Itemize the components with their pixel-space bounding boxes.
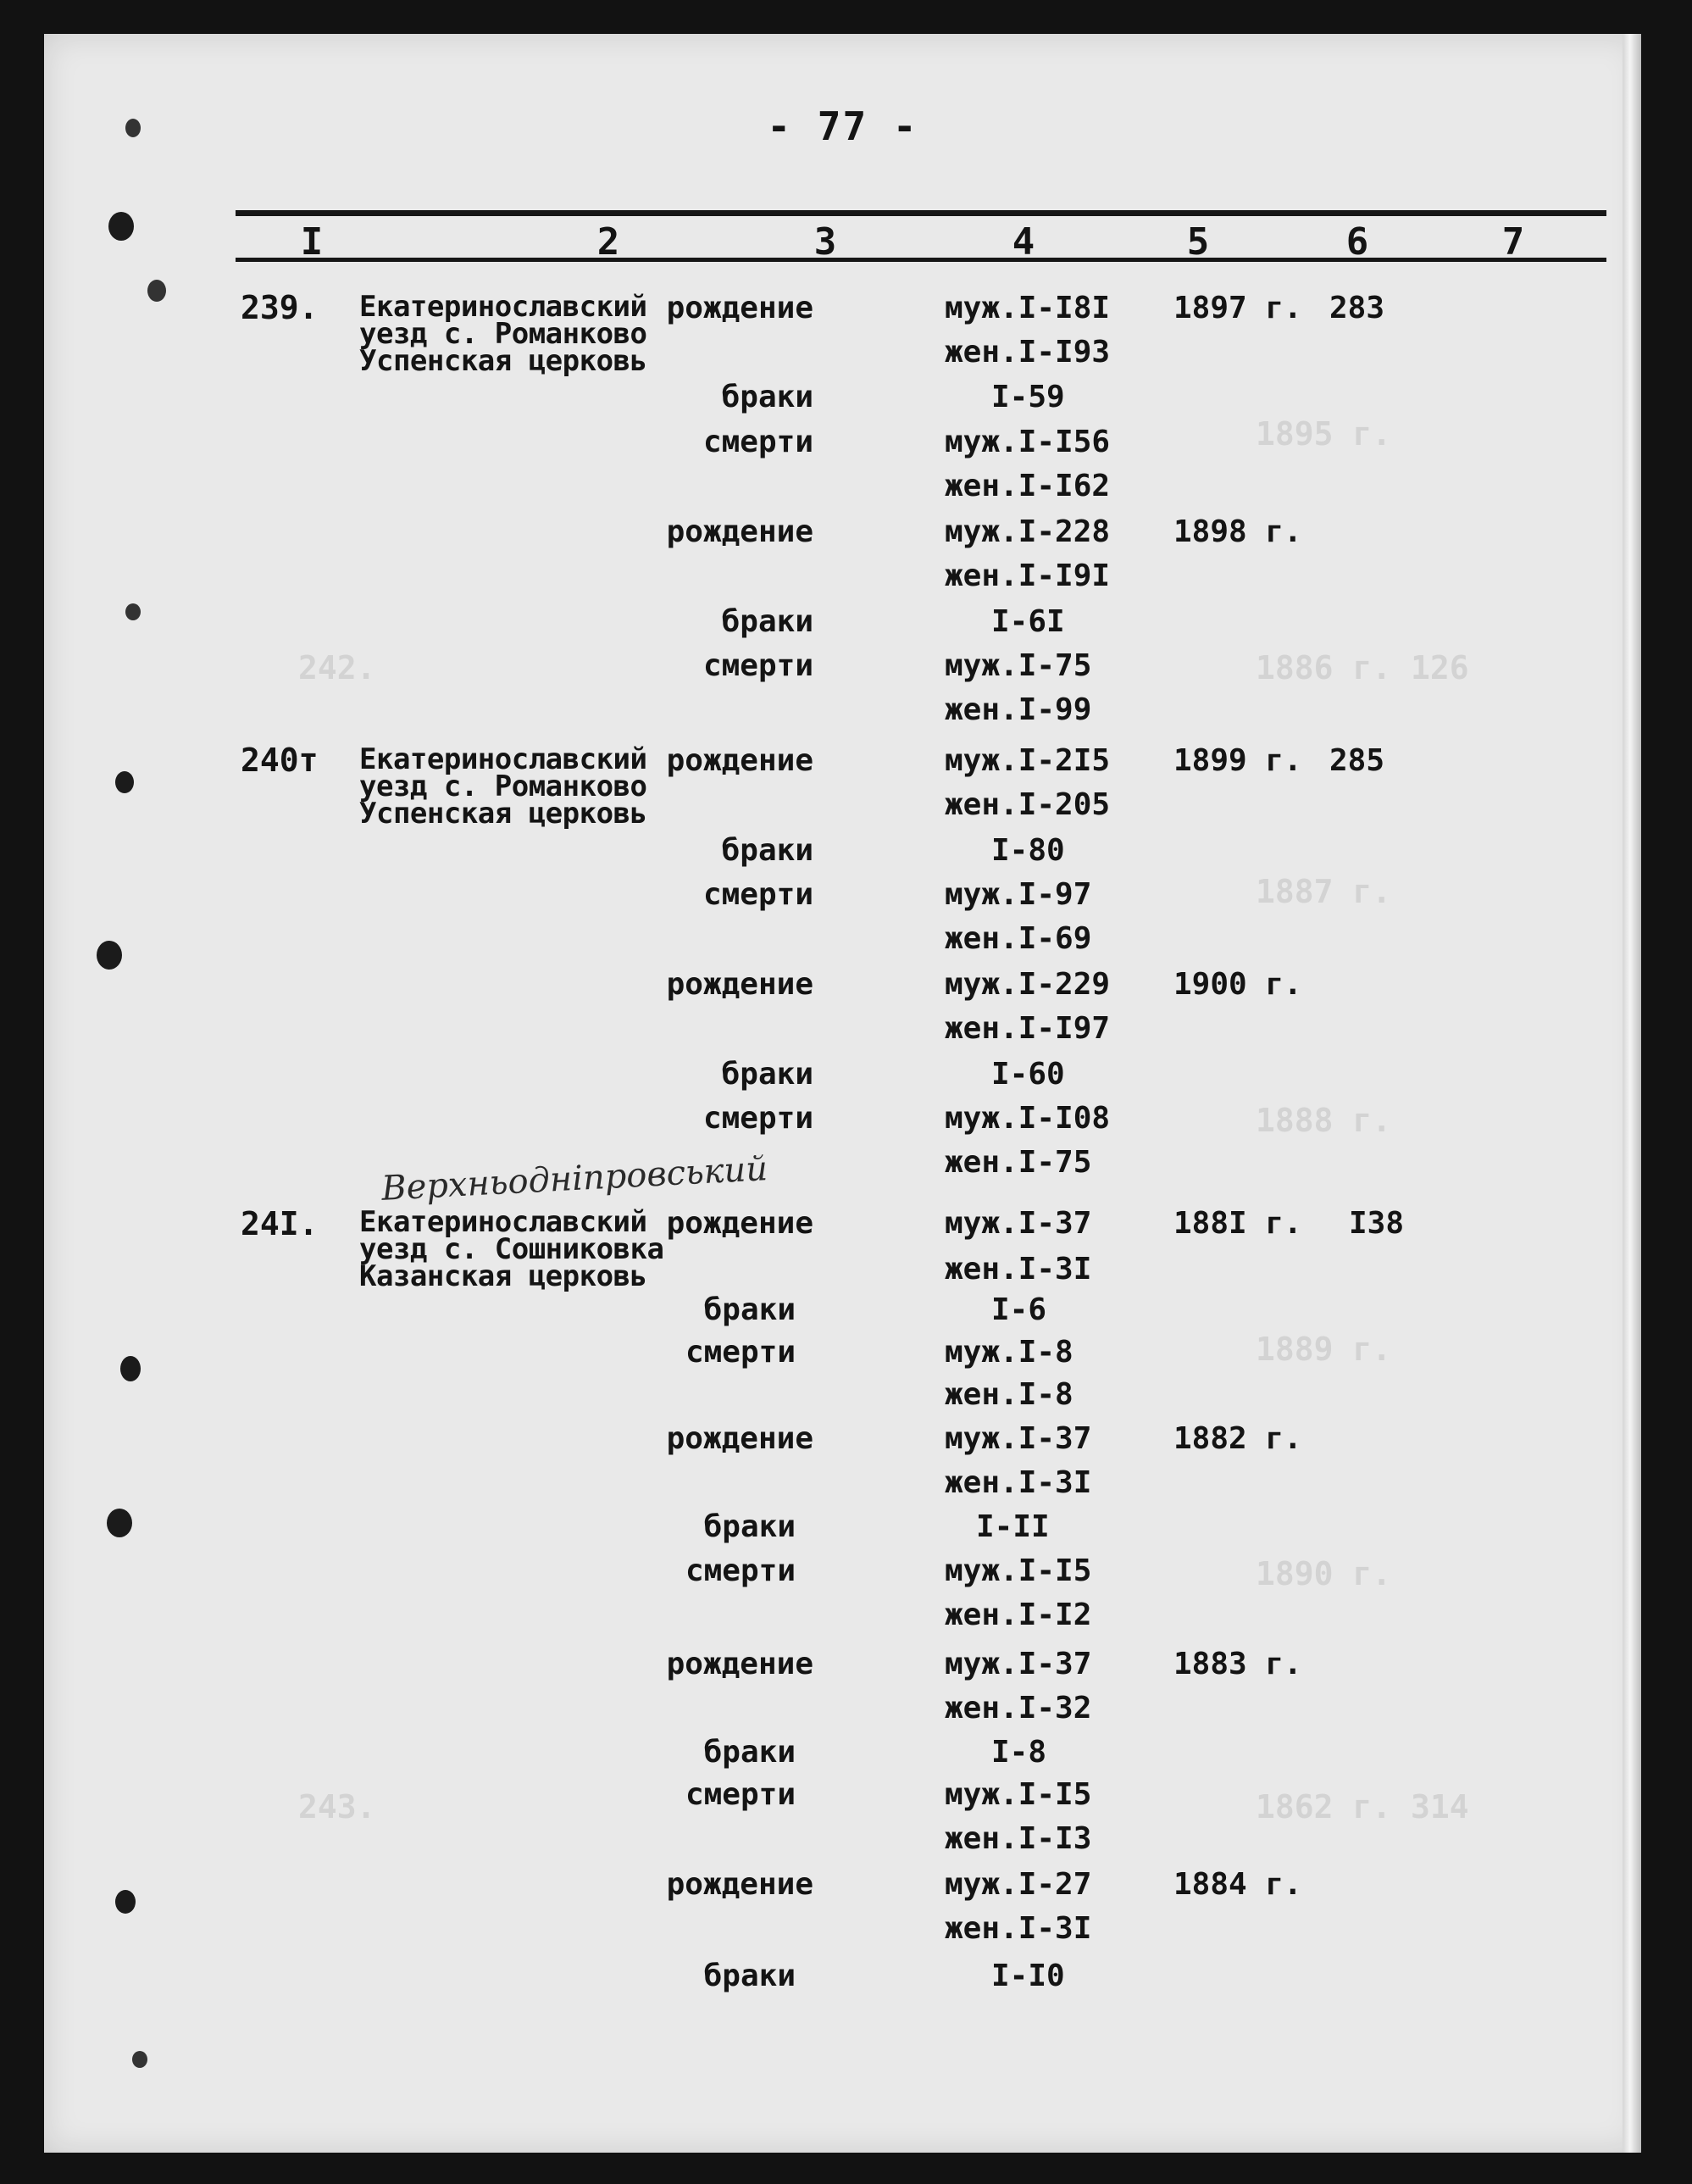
record-place: Екатеринославский уезд с. Сошниковка Казанская церковь	[359, 1205, 664, 1293]
event-type: рождение	[666, 291, 813, 325]
record-count: муж.I-228	[945, 514, 1111, 549]
column-header-6: 6	[1345, 220, 1369, 264]
column-header-1: I	[300, 220, 324, 264]
column-header-5: 5	[1186, 220, 1210, 264]
record-count: муж.I-I8I	[945, 291, 1111, 325]
record-count: I-6	[991, 1292, 1047, 1327]
ink-speck	[125, 603, 141, 620]
record-reference: I38	[1349, 1206, 1405, 1241]
punch-hole	[97, 941, 122, 970]
event-type: браки	[703, 1959, 796, 1993]
record-number: 240т	[241, 742, 319, 779]
event-type: смерти	[702, 1101, 813, 1136]
event-type: смерти	[685, 1777, 796, 1812]
punch-hole	[120, 1356, 141, 1381]
record-count: муж.I-I56	[945, 425, 1111, 459]
punch-hole	[115, 771, 134, 793]
event-type: смерти	[702, 877, 813, 912]
record-count: муж.I-97	[945, 877, 1092, 912]
record-count: жен.I-3I	[945, 1911, 1092, 1946]
event-type: рождение	[666, 1421, 813, 1456]
record-count: муж.I-37	[945, 1206, 1092, 1241]
record-count: I-60	[991, 1057, 1065, 1092]
record-count: жен.I-I9I	[945, 559, 1111, 593]
ink-speck	[147, 280, 166, 302]
column-header-3: 3	[813, 220, 837, 264]
bleed-through: 1887 г.	[1256, 873, 1392, 910]
event-type: рождение	[666, 1647, 813, 1681]
record-year: 1897 г.	[1173, 291, 1302, 325]
punch-hole	[115, 1890, 136, 1914]
record-year: 1900 г.	[1173, 967, 1302, 1002]
column-header-2: 2	[596, 220, 620, 264]
record-count: I-8	[991, 1735, 1047, 1770]
event-type: браки	[703, 1735, 796, 1770]
event-type: рождение	[666, 967, 813, 1002]
record-count: I-80	[991, 833, 1065, 868]
event-type: рождение	[666, 1206, 813, 1241]
bleed-through: 243.	[298, 1788, 376, 1826]
record-year: 1898 г.	[1173, 514, 1302, 549]
record-count: жен.I-75	[945, 1145, 1092, 1180]
record-count: жен.I-I97	[945, 1011, 1111, 1046]
record-year: 1899 г.	[1173, 743, 1302, 778]
record-count: жен.I-205	[945, 787, 1111, 822]
column-header-7: 7	[1501, 220, 1525, 264]
record-count: жен.I-3I	[945, 1465, 1092, 1500]
bleed-through: 1886 г. 126	[1256, 649, 1469, 686]
page-number: - 77 -	[767, 103, 918, 149]
record-count: муж.I-I08	[945, 1101, 1111, 1136]
table-rule-top	[236, 210, 1606, 216]
event-type: рождение	[666, 1867, 813, 1902]
event-type: браки	[721, 833, 813, 868]
punch-hole	[108, 212, 134, 241]
bleed-through: 1895 г.	[1256, 415, 1392, 453]
event-type: смерти	[685, 1553, 796, 1588]
record-count: муж.I-I5	[945, 1553, 1092, 1588]
record-count: жен.I-I62	[945, 469, 1111, 503]
record-count: муж.I-8	[945, 1335, 1073, 1370]
record-count: жен.I-8	[945, 1377, 1073, 1412]
event-type: смерти	[702, 648, 813, 683]
ink-speck	[132, 2051, 147, 2068]
event-type: браки	[703, 1292, 796, 1327]
event-type: рождение	[666, 514, 813, 549]
record-place: Екатеринославский уезд с. Романково Успенская церковь	[359, 742, 647, 831]
record-count: жен.I-I2	[945, 1598, 1092, 1632]
bleed-through: 1890 г.	[1256, 1555, 1392, 1592]
record-count: муж.I-37	[945, 1647, 1092, 1681]
record-count: жен.I-69	[945, 921, 1092, 956]
event-type: браки	[721, 604, 813, 639]
bleed-through: 1862 г. 314	[1256, 1788, 1469, 1826]
record-reference: 285	[1329, 743, 1385, 778]
record-reference: 283	[1329, 291, 1385, 325]
column-header-4: 4	[1012, 220, 1035, 264]
table-rule-bottom	[236, 258, 1606, 262]
record-count: муж.I-2I5	[945, 743, 1111, 778]
record-count: I-6I	[991, 604, 1065, 639]
document-page	[44, 34, 1641, 2153]
record-count: муж.I-37	[945, 1421, 1092, 1456]
record-count: муж.I-27	[945, 1867, 1092, 1902]
record-count: жен.I-I93	[945, 335, 1111, 370]
record-count: муж.I-75	[945, 648, 1092, 683]
record-number: 24I.	[241, 1205, 319, 1242]
event-type: браки	[721, 380, 813, 414]
event-type: смерти	[685, 1335, 796, 1370]
record-count: жен.I-99	[945, 692, 1092, 727]
record-place: Екатеринославский уезд с. Романково Успенская церковь	[359, 290, 647, 378]
record-count: I-II	[976, 1509, 1050, 1544]
record-number: 239.	[241, 289, 319, 326]
record-count: жен.I-I3	[945, 1821, 1092, 1856]
event-type: браки	[703, 1509, 796, 1544]
record-count: жен.I-3I	[945, 1252, 1092, 1287]
bleed-through: 242.	[298, 649, 376, 686]
page-edge	[1623, 34, 1641, 2153]
record-count: жен.I-32	[945, 1691, 1092, 1726]
punch-hole	[107, 1509, 132, 1537]
bleed-through: 1889 г.	[1256, 1331, 1392, 1368]
bleed-through: 1888 г.	[1256, 1102, 1392, 1139]
event-type: рождение	[666, 743, 813, 778]
record-year: 1882 г.	[1173, 1421, 1302, 1456]
record-count: муж.I-I5	[945, 1777, 1092, 1812]
record-year: 1883 г.	[1173, 1647, 1302, 1681]
record-year: 1884 г.	[1173, 1867, 1302, 1902]
record-year: 188I г.	[1173, 1206, 1302, 1241]
record-count: муж.I-229	[945, 967, 1111, 1002]
record-count: I-59	[991, 380, 1065, 414]
handwritten-note: Верхньодніпровський	[380, 1149, 769, 1209]
event-type: смерти	[702, 425, 813, 459]
event-type: браки	[721, 1057, 813, 1092]
record-count: I-I0	[991, 1959, 1065, 1993]
